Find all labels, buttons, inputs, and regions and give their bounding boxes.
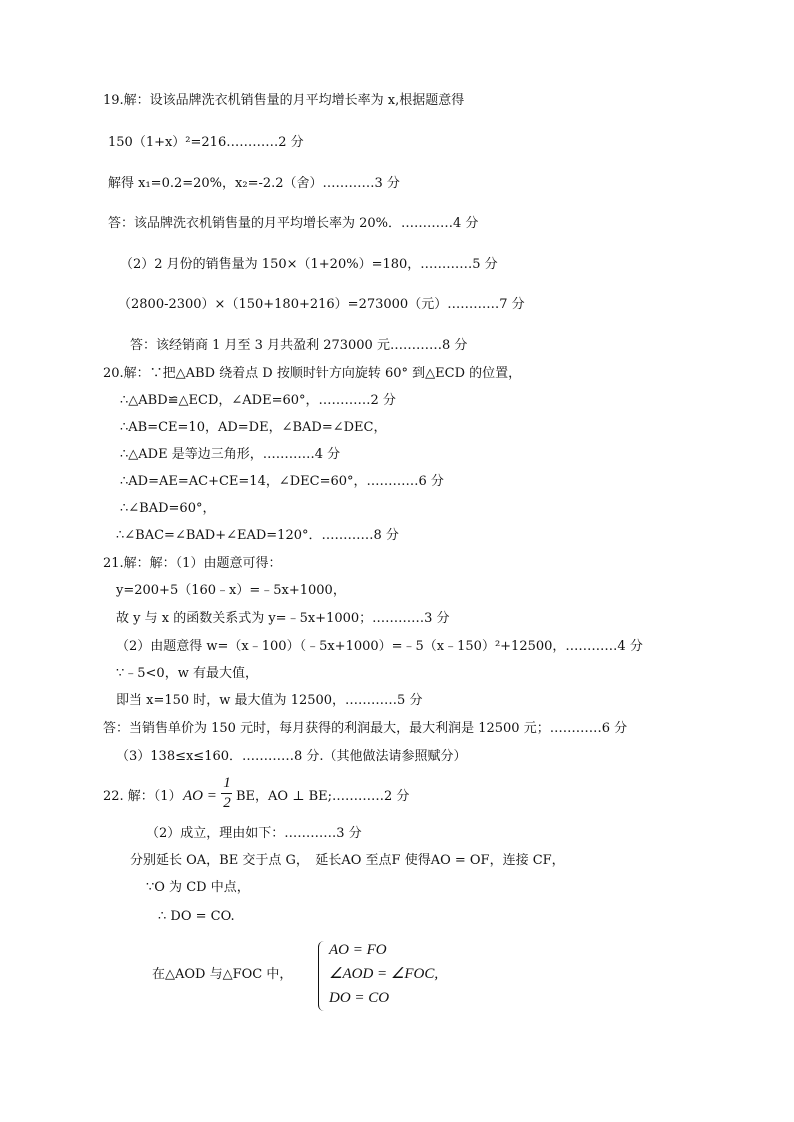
- line-20-s1: ∴△ABD≌△ECD，∠ADE=60°，…………2 分: [120, 393, 396, 408]
- line-21-s1: y=200+5（160﹣x）=﹣5x+1000，: [116, 583, 346, 598]
- line-19-title: 19.解：设该品牌洗衣机销售量的月平均增长率为 x,根据题意得: [103, 93, 465, 108]
- line-19-solve: 解得 x₁=0.2=20%，x₂=-2.2（舍）…………3 分: [108, 176, 400, 191]
- line-21-s3: （2）由题意得 w=（x﹣100）（﹣5x+1000）=﹣5（x﹣150）²+12500，…………4 分: [116, 639, 643, 654]
- line-20-s6: ∴∠BAC=∠BAD+∠EAD=120°．…………8 分: [116, 528, 399, 543]
- line-20-title: 20.解：∵把△ABD 绕着点 D 按顺时针方向旋转 60° 到△ECD 的位置，: [103, 366, 522, 381]
- line-21-s2: 故 y 与 x 的函数关系式为 y=﹣5x+1000；…………3 分: [116, 611, 450, 626]
- frac-numerator: 1: [223, 775, 231, 791]
- line-21-s5: 即当 x=150 时，w 最大值为 12500，…………5 分: [116, 693, 423, 708]
- frac-denominator: 2: [223, 795, 231, 811]
- line-22-s4: ∴ DO = CO.: [158, 909, 235, 924]
- line-19-profit: （2800-2300）×（150+180+216）=273000（元）…………7 分: [118, 297, 525, 312]
- line-20-s2: ∴AB=CE=10，AD=DE，∠BAD=∠DEC，: [120, 420, 387, 435]
- line-21-title: 21.解：解：（1）由题意可得：: [103, 556, 282, 571]
- line-21-part3: （3）138≤x≤160．…………8 分.（其他做法请参照赋分）: [116, 749, 467, 764]
- system-brace: [318, 941, 325, 1011]
- system-eq-1: AO = FO: [329, 942, 387, 958]
- math-ao-eq: AO =: [183, 788, 217, 804]
- system-eq-3: DO = CO: [329, 990, 390, 1006]
- line-19-answer2: 答：该经销商 1 月至 3 月共盈利 273000 元…………8 分: [130, 338, 468, 353]
- line-22-s5: 在△AOD 与△FOC 中，: [152, 967, 293, 982]
- line-22-part2: （2）成立，理由如下：…………3 分: [146, 826, 362, 841]
- line-20-s4: ∴AD=AE=AC+CE=14，∠DEC=60°，…………6 分: [120, 474, 444, 489]
- line-20-s3: ∴△ADE 是等边三角形，…………4 分: [120, 447, 341, 462]
- line-21-answer: 答：当销售单价为 150 元时，每月获得的利润最大，最大利润是 12500 元；…………6 分: [103, 721, 628, 736]
- line-22-s3: ∵O 为 CD 中点，: [146, 880, 250, 895]
- line-19-part2: （2）2 月份的销售量为 150×（1+20%）=180，…………5 分: [120, 257, 498, 272]
- line-22-title: 22. 解：（1）: [103, 789, 182, 804]
- line-22-s1-rest: BE，AO ⊥ BE;…………2 分: [236, 789, 410, 804]
- line-22-s2: 分别延长 OA，BE 交于点 G， 延长AO 至点F 使得AO = OF，连接 CF，: [130, 853, 565, 868]
- line-19-answer1: 答：该品牌洗衣机销售量的月平均增长率为 20%．…………4 分: [108, 216, 479, 231]
- system-eq-2: ∠AOD = ∠FOC,: [329, 966, 439, 982]
- line-19-eq: 150（1+x）²=216…………2 分: [108, 135, 304, 150]
- line-20-s5: ∴∠BAD=60°，: [120, 501, 216, 516]
- line-21-s4: ∵﹣5<0，w 有最大值，: [116, 666, 258, 681]
- frac-bar: [221, 793, 232, 794]
